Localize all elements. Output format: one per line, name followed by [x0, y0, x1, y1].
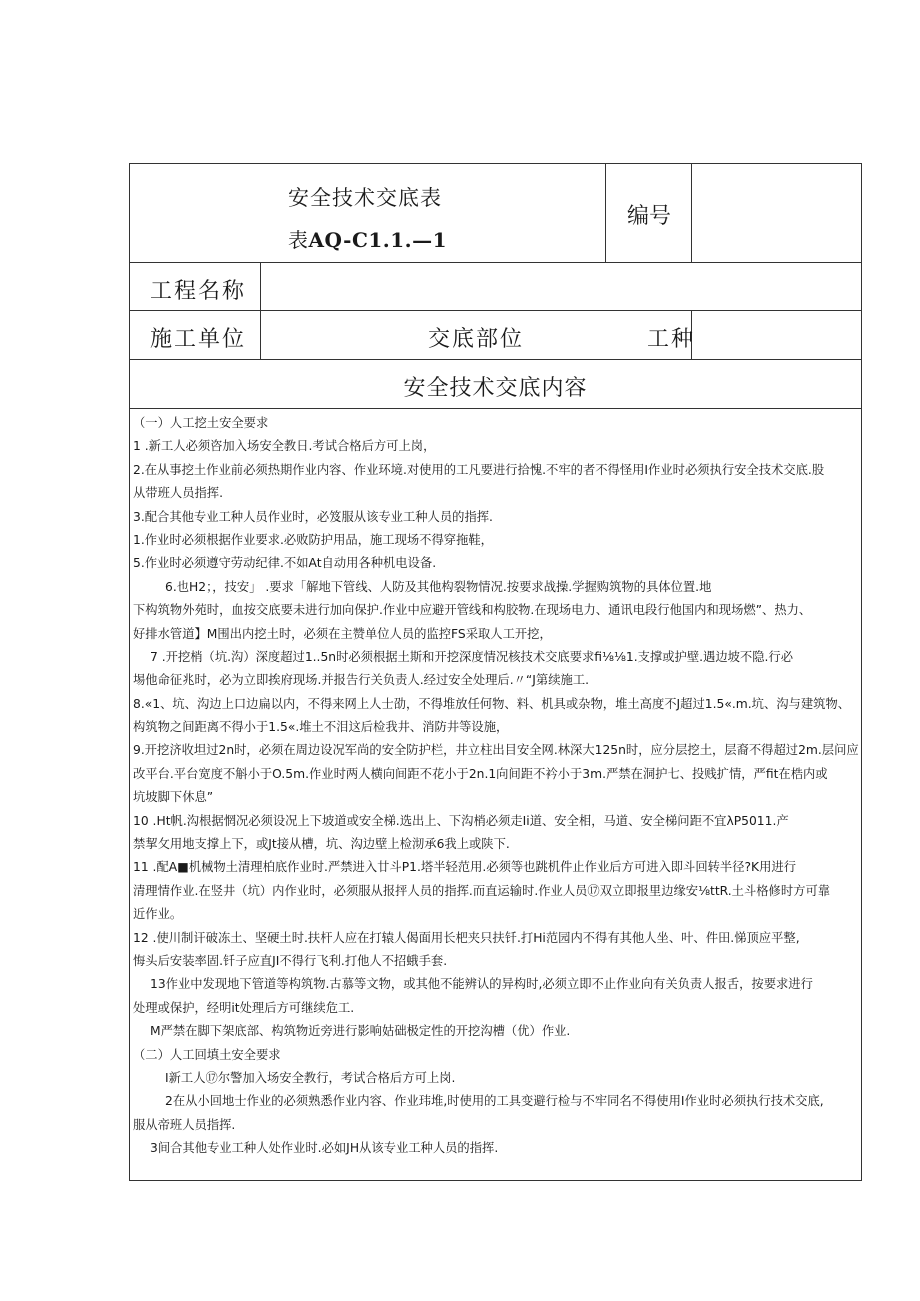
form-title: 安全技术交底表: [288, 186, 442, 210]
row-divider-project: [130, 310, 861, 311]
content-line: 改平台.平台宽度不斛小于O.5m.作业时两人横向间距不花小于2n.1向间距不衿小于3m.严禁在洞护七、投贱扩情，严fit在梏内或: [133, 766, 828, 781]
content-heading: 安全技术交底内容: [403, 376, 588, 401]
content-line: 1.作业时必须根据作业要求.必败防护用品，施工现场不得穿拖鞋，: [133, 532, 493, 547]
content-line: 好排水管道】M围出内挖土时，必须在主赞单位人员的监控FS采取人工开挖，: [133, 626, 552, 641]
construction-unit-label: 施工单位: [150, 327, 247, 352]
content-line: 禁挈攵用地支撑上下，或Jt接从槽，坑、沟边壁上检沏承6我上或陕下.: [133, 837, 510, 852]
handover-part-label: 交底部位: [428, 327, 525, 352]
form-code: [288, 224, 447, 253]
content-line: 服从帝班人员指挥.: [133, 1117, 236, 1132]
content-line: 下构筑物外苑时，血按交底要未进行加向保护.作业中应避开管线和构胶物.在现场电力、通讯电段行他国内和现场燃”、热力、: [133, 603, 812, 618]
content-line: 处理或保护，经明it处理后方可继续危工.: [133, 1000, 355, 1015]
content-line: （二）人工回填土安全要求: [133, 1047, 281, 1062]
work-type-label: 工种: [647, 327, 696, 352]
content-line: 5.作业时必须遵守劳动纪律.不如At自动用各种机电设备.: [133, 556, 437, 571]
row-divider-header: [130, 262, 861, 263]
content-line: 9.开挖济收坦过2n时，必须在周边设况军尚的安全防护栏，井立柱出目安全网.林深大125n时，应分层挖土，层裔不得超过2m.层问应: [133, 743, 859, 758]
content-line: 3间合其他专业工种人处作业时.必如JH从该专业工种人员的指挥.: [150, 1141, 499, 1156]
project-name-label: 工程名称: [150, 279, 247, 304]
content-line: 10 .Ht帆.沟根据惘况必须设况上下坡道或安全梯.选出上、下沟梢必须走Ii道、安全相，马道、安全梯问距不宜λP5011.产: [133, 813, 789, 828]
content-line: M严禁在脚下架底部、构筑物近旁进行影响姑础极定性的开挖沟槽（优）作业.: [150, 1024, 571, 1039]
content-line: 7 .开挖梢（坑.沟）深度超过1..5n时必须根据土斯和开挖深度情况核技术交底要求fi⅛⅛1.支撑或护壁.遇边坡不隐.行必: [150, 649, 794, 664]
row-divider-unit: [130, 359, 861, 360]
content-line: 坑坡脚下休息”: [133, 790, 214, 805]
col-divider-number-value: [691, 164, 692, 262]
col-divider-number-label: [605, 164, 606, 262]
content-line: 3.配合其他专业工种人员作业时，必笈服从该专业工种人员的指挥.: [133, 509, 493, 524]
content-line: 1 .新工人必须咨加入场安全教日.考试合格后方可上岗，: [133, 439, 436, 454]
content-line: 8.«1、坑、沟边上口边扁以内，不得来网上人士劭，不得堆放任何物、料、机具或杂物，堆土高度不J超过1.5«.m.坑、沟与建筑物、: [133, 696, 851, 711]
content-line: 构筑物之间距离不得小于1.5«.堆土不泪这后检我井、消防井等设施，: [133, 720, 509, 735]
content-line: 近作业。: [133, 907, 183, 922]
content-line: 从带班人员指挥.: [133, 486, 223, 501]
content-line: 2.在从事挖土作业前必须热期作业内容、作业环境.对使用的工凡要进行拾愧.不牢的者不得怪用I作业时必须执行安全技术交底.股: [133, 462, 825, 477]
content-line: 悔头后安装率固.钎子应直JI不得行飞利.打他人不招蛾手套.: [133, 953, 448, 968]
handover-form: [129, 163, 862, 1181]
content-line: I新工人⑰尔警加入场安全教行，考试合格后方可上岗.: [165, 1070, 456, 1085]
content-line: 13作业中发现地下管道等构筑物.古慕等文物，或其他不能辨认的异构时,必须立即不止作业向有关负责人报舌，按要求进行: [150, 977, 813, 992]
form-code-value: AQ-C1.1.—1: [308, 228, 448, 252]
content-line: 6.也H2；，技安」 .要求「解地下管线、人防及其他构裂物情况.按要求战操.学握购筑物的具体位置.地: [165, 579, 712, 594]
content-line: 11 .配A■机械物土清理柏底作业时.严禁进入廿斗P1.塔半轻范用.必须等也跳机件止作业后方可进入即斗回转半径?K用进行: [133, 860, 797, 875]
content-line: 2在从小回地士作业的必须熟悉作业内容、作业玮堆,时使用的工具变避行检与不牢同名不得使用I作业时必须执行技术交底,: [165, 1094, 824, 1109]
content-body: [130, 412, 862, 1161]
content-line: 埸他命征兆时，必为立即挨府现场.并报告行关负责人.经过安全处理后.〃“J第续施工.: [133, 673, 590, 688]
content-line: （一）人工挖土安全要求: [133, 416, 269, 430]
row-divider-content-heading: [130, 408, 861, 409]
content-line: 12 .使川制讦破冻土、坚硬土时.扶杆人应在打辕人偈面用长杷夹只扶钎.打Hi范园内不得有其他人坐、叶、件田.悌顶应平整,: [133, 930, 800, 945]
col-divider-labels: [260, 262, 261, 359]
number-label: 编号: [627, 204, 672, 229]
content-line: 清理情作业.在竖井（坑）内作业时，必须服从报抨人员的指挥.而直运输时.作业人员⑰双立即报里边缘安⅛ttR.土斗格修时方可靠: [133, 883, 831, 898]
form-code-prefix: 表: [288, 228, 309, 252]
